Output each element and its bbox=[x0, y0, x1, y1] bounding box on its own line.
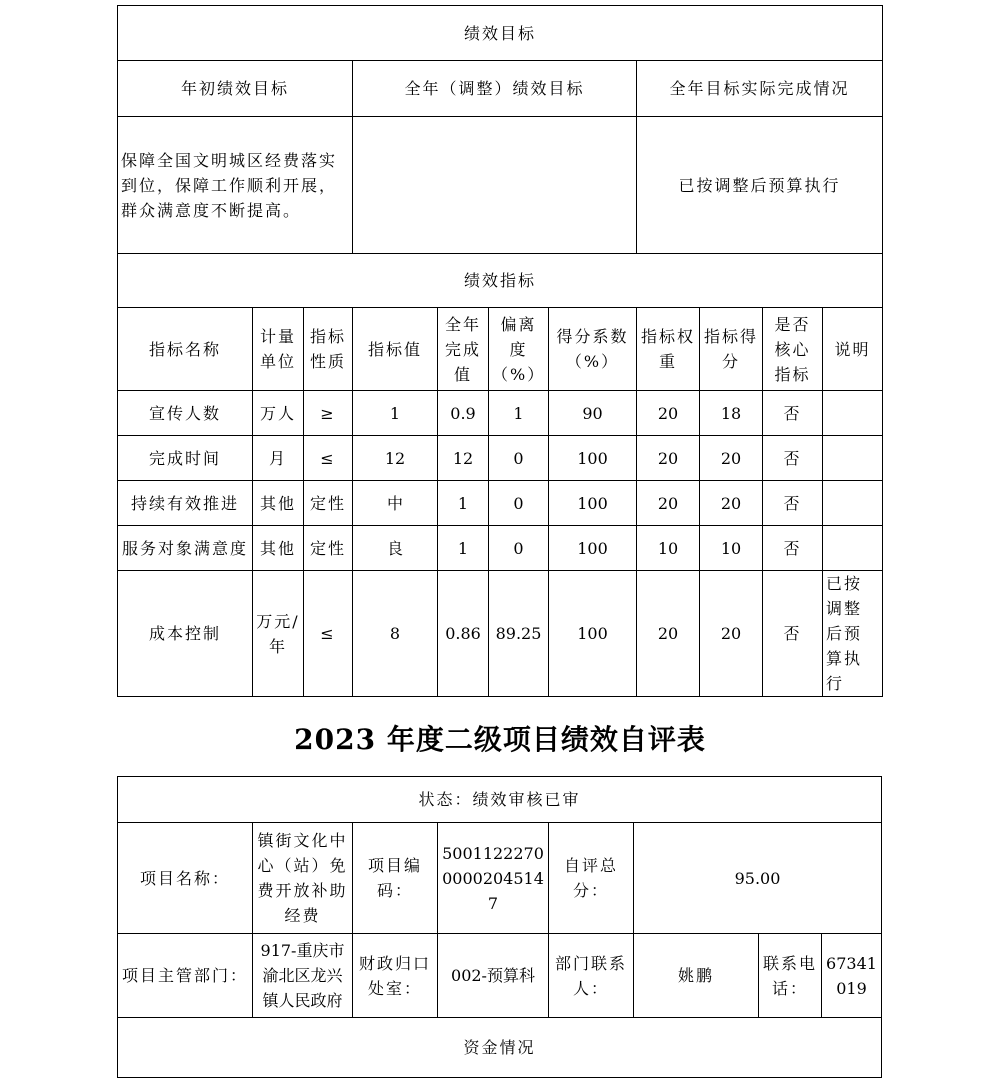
table-cell bbox=[823, 481, 883, 526]
table-cell bbox=[823, 436, 883, 481]
table-cell: 90 bbox=[549, 391, 637, 436]
table-cell: 否 bbox=[763, 391, 823, 436]
self-score-label: 自评总分： bbox=[549, 823, 634, 934]
header-cell: 指标得分 bbox=[700, 308, 763, 391]
table-cell: 1 bbox=[438, 481, 489, 526]
project-code: 500112227000002045147 bbox=[438, 823, 549, 934]
table-cell: 12 bbox=[438, 436, 489, 481]
table-cell: 已按调整后预算执行 bbox=[823, 571, 883, 697]
header-cell: 是否核心指标 bbox=[763, 308, 823, 391]
table-cell: 中 bbox=[353, 481, 438, 526]
project-code-label: 项目编码： bbox=[353, 823, 438, 934]
table-cell: 100 bbox=[549, 571, 637, 697]
col-adjusted-goal: 全年（调整）绩效目标 bbox=[353, 61, 637, 117]
table-cell: 万人 bbox=[253, 391, 304, 436]
table-cell: 否 bbox=[763, 481, 823, 526]
table-cell: 其他 bbox=[253, 526, 304, 571]
adjusted-goal-text bbox=[353, 117, 637, 254]
table-cell: 20 bbox=[637, 481, 700, 526]
project-name-label: 项目名称： bbox=[118, 823, 253, 934]
page-title: 2023 年度二级项目绩效自评表 bbox=[294, 723, 706, 756]
table-cell: ≤ bbox=[304, 571, 353, 697]
finance: 002-预算科 bbox=[438, 934, 549, 1018]
table-cell: 12 bbox=[353, 436, 438, 481]
project-name: 镇街文化中心（站）免费开放补助经费 bbox=[253, 823, 353, 934]
table-cell: 20 bbox=[700, 481, 763, 526]
header-cell: 全年完成值 bbox=[438, 308, 489, 391]
table-row bbox=[118, 481, 883, 526]
contact-label: 部门联系人： bbox=[549, 934, 634, 1018]
table-cell: 100 bbox=[549, 481, 637, 526]
initial-goal-text: 保障全国文明城区经费落实到位，保障工作顺利开展，群众满意度不断提高。 bbox=[118, 117, 353, 254]
table-cell bbox=[823, 391, 883, 436]
header-cell: 指标名称 bbox=[118, 308, 253, 391]
finance-label: 财政归口处室： bbox=[353, 934, 438, 1018]
table-cell: 其他 bbox=[253, 481, 304, 526]
header-cell: 说明 bbox=[823, 308, 883, 391]
table-cell: 8 bbox=[353, 571, 438, 697]
table-cell: 1 bbox=[489, 391, 549, 436]
table-cell: 10 bbox=[637, 526, 700, 571]
table-row bbox=[118, 571, 883, 697]
table-cell: ≤ bbox=[304, 436, 353, 481]
table-cell: ≥ bbox=[304, 391, 353, 436]
indicator-column-headers bbox=[118, 308, 883, 391]
table-cell: 20 bbox=[637, 571, 700, 697]
table-cell: 10 bbox=[700, 526, 763, 571]
table-cell: 0.86 bbox=[438, 571, 489, 697]
table-cell: 成本控制 bbox=[118, 571, 253, 697]
header-cell: 指标性质 bbox=[304, 308, 353, 391]
status-label: 状态：绩效审核已审 bbox=[118, 777, 882, 823]
table-cell: 定性 bbox=[304, 481, 353, 526]
table-row bbox=[118, 526, 883, 571]
table-cell: 服务对象满意度 bbox=[118, 526, 253, 571]
table-cell: 20 bbox=[637, 391, 700, 436]
table-cell: 100 bbox=[549, 526, 637, 571]
contact: 姚鹏 bbox=[634, 934, 759, 1018]
table-cell: 0 bbox=[489, 436, 549, 481]
table-cell: 0 bbox=[489, 481, 549, 526]
table-cell: 否 bbox=[763, 526, 823, 571]
table-cell: 20 bbox=[700, 571, 763, 697]
header-cell: 偏离度（%） bbox=[489, 308, 549, 391]
col-actual-status: 全年目标实际完成情况 bbox=[637, 61, 883, 117]
table-cell: 良 bbox=[353, 526, 438, 571]
table-cell: 定性 bbox=[304, 526, 353, 571]
table-cell: 完成时间 bbox=[118, 436, 253, 481]
table-cell: 1 bbox=[438, 526, 489, 571]
table-cell: 持续有效推进 bbox=[118, 481, 253, 526]
table-cell: 0 bbox=[489, 526, 549, 571]
indicator-header: 绩效指标 bbox=[118, 254, 883, 308]
table-cell: 89.25 bbox=[489, 571, 549, 697]
dept-label: 项目主管部门： bbox=[118, 934, 253, 1018]
table-cell: 0.9 bbox=[438, 391, 489, 436]
phone: 67341019 bbox=[822, 934, 882, 1018]
header-cell: 指标权重 bbox=[637, 308, 700, 391]
table-row bbox=[118, 436, 883, 481]
table-cell: 宣传人数 bbox=[118, 391, 253, 436]
phone-label: 联系电话： bbox=[759, 934, 822, 1018]
table-cell: 否 bbox=[763, 436, 823, 481]
table-cell: 20 bbox=[700, 436, 763, 481]
funds-header: 资金情况 bbox=[118, 1018, 882, 1078]
header-cell: 计量单位 bbox=[253, 308, 304, 391]
self-score: 95.00 bbox=[634, 823, 882, 934]
table-cell: 20 bbox=[637, 436, 700, 481]
table-cell: 月 bbox=[253, 436, 304, 481]
table-cell bbox=[823, 526, 883, 571]
performance-indicator-table bbox=[117, 5, 883, 697]
table-cell: 1 bbox=[353, 391, 438, 436]
table-cell: 否 bbox=[763, 571, 823, 697]
header-cell: 得分系数（%） bbox=[549, 308, 637, 391]
table-row bbox=[118, 391, 883, 436]
header-cell: 指标值 bbox=[353, 308, 438, 391]
col-initial-goal: 年初绩效目标 bbox=[118, 61, 353, 117]
actual-status-text: 已按调整后预算执行 bbox=[637, 117, 883, 254]
table-cell: 万元/年 bbox=[253, 571, 304, 697]
table-cell: 18 bbox=[700, 391, 763, 436]
table-cell: 100 bbox=[549, 436, 637, 481]
dept: 917-重庆市渝北区龙兴镇人民政府 bbox=[253, 934, 353, 1018]
goal-header: 绩效目标 bbox=[118, 6, 883, 61]
project-info-table bbox=[117, 776, 882, 1078]
